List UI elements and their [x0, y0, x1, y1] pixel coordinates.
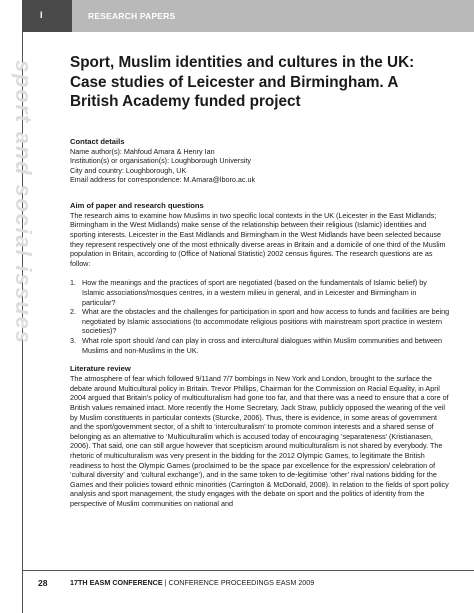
list-item-number: 2. [70, 307, 76, 317]
research-questions-list [70, 278, 450, 355]
article-title: Sport, Muslim identities and cultures in the UK: Case studies of Leicester and Birmingham. A British Academy funded project [70, 54, 415, 110]
section-number-box [22, 0, 72, 32]
aim-section [70, 201, 450, 355]
footer-conference-name: 17TH EASM CONFERENCE [70, 578, 163, 587]
contact-institution: Institution(s) or organisation(s): Loughborough University [70, 156, 251, 166]
literature-heading: Literature review [70, 364, 131, 374]
contact-authors: Name author(s): Mahfoud Amara & Henry Ian [70, 146, 215, 156]
aim-heading: Aim of paper and research questions [70, 200, 204, 210]
list-item-number: 1. [70, 278, 76, 288]
footer-proceedings: | CONFERENCE PROCEEDINGS EASM 2009 [162, 578, 315, 587]
contact-location: City and country: Loughborough, UK [70, 165, 187, 175]
sidebar-running-title: sport and social issues [11, 60, 36, 345]
section-number: I [40, 10, 43, 20]
list-item-number: 3. [70, 336, 76, 345]
list-item-text: What role sport should /and can play in cross and intercultural dialogues within Muslim communities and between Muslims and non-Muslims in the UK. [82, 336, 442, 355]
footer-conference [70, 578, 314, 587]
list-item [70, 307, 450, 336]
list-item [70, 336, 450, 355]
literature-section [70, 364, 450, 508]
literature-paragraph: The atmosphere of fear which followed 9/11and 7/7 bombings in New York and London, brought to the surface the debate around Multicultural policy in Britain. Trevor Phillips, Chairman for the Commission on Racial Equality, in April 2004 argued that Britain’s policy of multiculturalism had gone too far, and that there was a need to ensure that a core of British values remained intact. More recently the Home Secretary, Jack Straw, publicly opposed the wearing of the veil by Muslim constituents in particular contexts (Sturcke, 2006). Thus, there is evidence, in some areas of government and the sport/government sector, of a shift to ‘interculturalism’ to promote common interests and a shared sense of belonging as an alternative to ‘Multiculturalim which is accused today of encouraging ‘separateness’ (Kristianasen, 2006). That said, one can still argue however that scepticism around multiculturalism is not shared by everybody. The rhetoric of multiculturalism was very present in the bidding for the 2012 Olympic Games, to legitimate the British readiness to host the Olympic Games (proclaimed to be the space par excellence for the expression/ celebration of ‘cultural diversity’ and ‘cultural exchange’), and in the same token to de-legitimise ‘other’ rival nations bidding for the Games and their policies toward ethnic minorities (Carrington & McDonald, 2008). In relation to the fields of sport policy analysis and sport management, the study engages with the debate on sport and the politics of identity from the perspective of Muslim communities on national and [70, 374, 449, 508]
footer-rule [22, 570, 474, 571]
contact-heading: Contact details [70, 136, 125, 146]
section-title: RESEARCH PAPERS [88, 11, 176, 21]
article-body [70, 53, 450, 509]
contact-section [70, 137, 450, 185]
list-item [70, 278, 450, 307]
list-item-text: What are the obstacles and the challenges for participation in sport and how access to funds and facilities are being negotiated by Islamic associations (to accommodate religious positions with mainstream sport practice in western societies)? [82, 307, 450, 336]
contact-email: Email address for correspondence: M.Amara@lboro.ac.uk [70, 175, 256, 185]
list-item-text: How the meanings and the practices of sport are negotiated (based on the fundamentals of Islamic belief) by Islamic associations/mosques centres, in a western milieu in general, and in Leicester and Birmingham in particular? [82, 278, 427, 307]
aim-paragraph: The research aims to examine how Muslims in two specific local contexts in the UK (Leicester in the East Midlands; Birmingham in the West Midlands) make sense of the relationship between their religious (Islamic) identities and sporting interests. Leicester in the East Midlands and Birmingham in the West Midlands have been selected because they represent respectively one of the most ethnically diverse areas in Britain and a domicile of one third of the Muslim population in Britain, according to (Office of National Statistic) 2002 census figures. The research questions are as follow: [70, 210, 446, 268]
page-number: 28 [38, 578, 48, 588]
